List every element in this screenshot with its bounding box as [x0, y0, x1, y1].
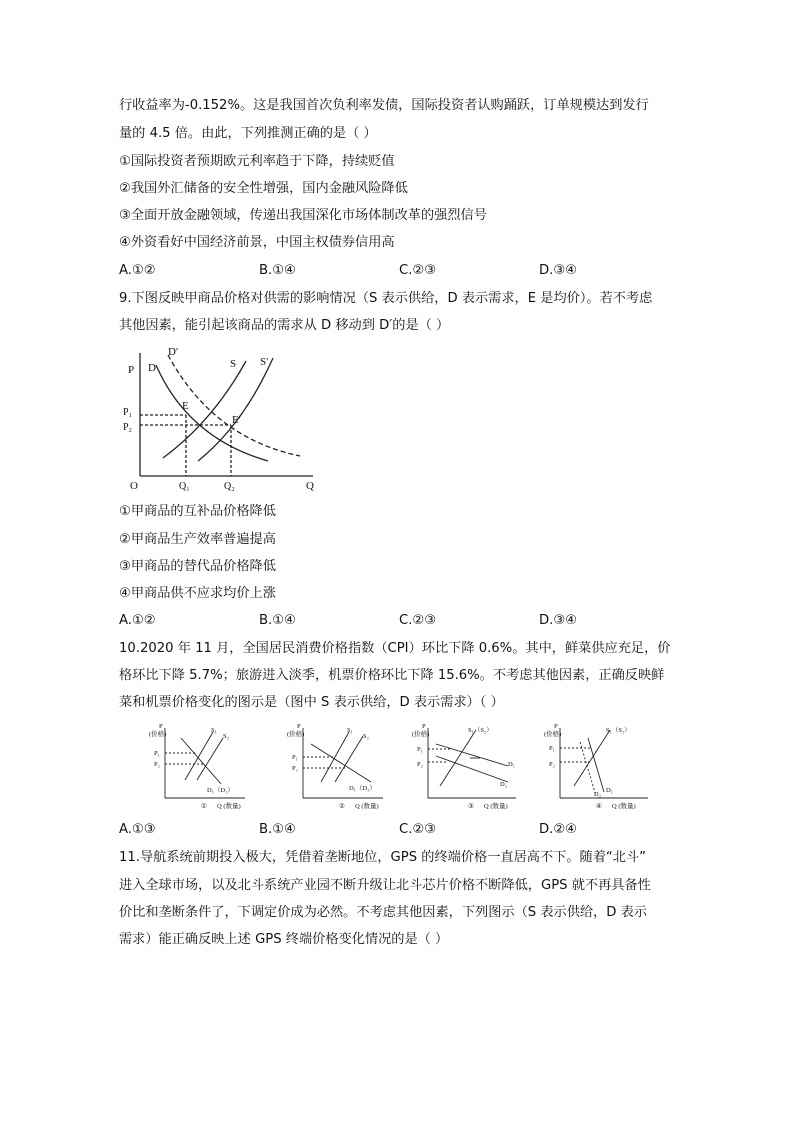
- q9-label-e: E: [182, 400, 189, 412]
- q10-p1-s1: [185, 732, 213, 780]
- q10-p2-label-d: D₁（D₂）: [349, 785, 376, 792]
- q9-stem-line2: 其他因素，能引起该商品的需求从 D 移动到 D′的是（ ）: [119, 318, 450, 333]
- q8-option-b[interactable]: B.①④: [259, 263, 296, 278]
- q10-p2-label-p1: P₁: [292, 754, 298, 761]
- q9-item-4: ④甲商品供不应求均价上涨: [119, 586, 276, 601]
- q10-p3-label-s: S₁（S₂）: [468, 727, 493, 734]
- q10-p2-label-s2: S₂: [363, 733, 369, 740]
- q9-option-a[interactable]: A.①②: [119, 613, 156, 628]
- q9-label-q2: Q₂: [224, 481, 235, 492]
- q11-stem-line1: 11.导航系统前期投入极大，凭借着垄断地位，GPS 的终端价格一直居高不下。随着“北斗”: [119, 850, 646, 865]
- q10-p4-d1: [588, 738, 604, 792]
- q8-stem-line1: 行收益率为-0.152%。这是我国首次负利率发债，国际投资者认购踊跃，订单规模达到发行: [119, 98, 649, 113]
- q9-stem-line1: 9.下图反映甲商品价格对供需的影响情况（S 表示供给，D 表示需求，E 是均价）。若不考虑: [119, 291, 653, 306]
- q10-p3-d1: [436, 744, 508, 766]
- q10-p4-label-s: S₁（S₂）: [606, 727, 631, 734]
- q10-p1-label-s1: S₁: [211, 727, 217, 734]
- q10-p2-label-p: P: [297, 723, 301, 730]
- q8-item-4: ④外资看好中国经济前景，中国主权债券信用高: [119, 235, 395, 250]
- q11-stem-line2: 进入全球市场，以及北斗系统产业园不断升级让北斗芯片价格不断降低，GPS 就不再具备性: [119, 878, 651, 893]
- q10-p4-label-num: ④: [596, 803, 602, 810]
- q10-p1-label-unit: (价格): [149, 731, 167, 738]
- q9-label-p: P: [128, 364, 135, 376]
- q8-stem-line2: 量的 4.5 倍。由此，下列推测正确的是（ ）: [119, 126, 377, 141]
- q10-p3-label-q: Q (数量): [484, 803, 508, 810]
- q9-label-e2: E′: [232, 414, 242, 426]
- q10-panel-3: [408, 720, 528, 812]
- q10-p1-label-p: P: [159, 723, 163, 730]
- q10-p4-label-p2: P₂: [549, 761, 555, 768]
- q10-option-c[interactable]: C.②③: [399, 822, 437, 837]
- q10-p3-label-d2: D₂: [500, 781, 507, 788]
- q9-label-p2: P₂: [123, 422, 133, 433]
- q10-p2-label-unit: (价格): [287, 731, 305, 738]
- q11-stem-line4: 需求）能正确反映上述 GPS 终端价格变化情况的是（ ）: [119, 932, 449, 947]
- q9-option-c[interactable]: C.②③: [399, 613, 437, 628]
- q8-option-d[interactable]: D.③④: [539, 263, 577, 278]
- q8-option-a[interactable]: A.①②: [119, 263, 156, 278]
- q10-p4-label-p1: P₁: [549, 745, 555, 752]
- q10-p3-label-p1: P₁: [417, 746, 423, 753]
- q10-p1-label-num: ①: [201, 803, 207, 810]
- q9-label-s2: S′: [260, 356, 269, 368]
- q10-panel-4: [540, 720, 660, 812]
- q10-p3-label-d1: D₁: [508, 761, 515, 768]
- q10-p3-label-unit: (价格): [412, 731, 430, 738]
- q10-p3-d2: [436, 756, 508, 782]
- q8-option-c[interactable]: C.②③: [399, 263, 437, 278]
- q10-p4-label-d1: D₁: [606, 787, 613, 794]
- q10-p4-label-d2: D₂: [594, 791, 601, 798]
- q10-p3-label-num: ③: [468, 803, 474, 810]
- q10-option-d[interactable]: D.②④: [539, 822, 577, 837]
- q9-option-d[interactable]: D.③④: [539, 613, 577, 628]
- q10-option-a[interactable]: A.①③: [119, 822, 156, 837]
- q9-label-d: D: [148, 362, 156, 374]
- q10-p4-label-unit: (价格): [544, 731, 562, 738]
- q9-supply-demand-figure: [118, 343, 323, 495]
- q9-supply-curve-s: [163, 361, 246, 458]
- q9-item-3: ③甲商品的替代品价格降低: [119, 559, 276, 574]
- q10-p4-d2: [580, 742, 596, 796]
- q10-p2-label-s1: S₁: [347, 727, 353, 734]
- q10-option-b[interactable]: B.①④: [259, 822, 296, 837]
- q9-item-1: ①甲商品的互补品价格降低: [119, 504, 276, 519]
- q9-label-o: O: [130, 480, 138, 492]
- q9-label-d2: D′: [168, 346, 179, 358]
- q9-label-q: Q: [306, 480, 314, 492]
- q11-stem-line3: 价比和垄断条件了，下调定价成为必然。不考虑其他因素，下列图示（S 表示供给，D 表示: [119, 905, 648, 920]
- q10-stem-line2: 格环比下降 5.7%；旅游进入淡季，机票价格环比下降 15.6%。不考虑其他因素，正确反映鲜: [119, 668, 665, 683]
- q10-p2-label-p2: P₂: [292, 765, 298, 772]
- q10-p1-label-p2: P₂: [154, 761, 160, 768]
- q10-panel-1: [145, 720, 255, 812]
- q10-p1-label-q: Q (数量): [217, 803, 241, 810]
- q9-label-s: S: [230, 358, 237, 370]
- q10-p2-s1: [321, 732, 349, 782]
- q9-label-p1: P₁: [123, 407, 133, 418]
- q10-panel-2: [283, 720, 393, 812]
- q10-p2-d: [311, 744, 371, 782]
- q10-p1-label-s2: S₂: [223, 733, 229, 740]
- q10-p4-label-p: P: [554, 723, 558, 730]
- q10-p3-label-p2: P₂: [417, 761, 423, 768]
- q8-item-1: ①国际投资者预期欧元利率趋于下降，持续贬值: [119, 154, 395, 169]
- q10-p1-label-p1: P₁: [154, 750, 160, 757]
- q9-label-q1: Q₁: [179, 481, 190, 492]
- q10-p2-s2: [335, 736, 363, 782]
- q9-item-2: ②甲商品生产效率普遍提高: [119, 532, 276, 547]
- q9-option-b[interactable]: B.①④: [259, 613, 296, 628]
- q10-p2-label-q: Q (数量): [355, 803, 379, 810]
- q10-stem-line1: 10.2020 年 11 月，全国居民消费价格指数（CPI）环比下降 0.6%。其中，鲜菜供应充足，价: [119, 641, 671, 656]
- q8-item-2: ②我国外汇储备的安全性增强，国内金融风险降低: [119, 181, 408, 196]
- q10-p3-label-p: P: [422, 723, 426, 730]
- q10-p4-label-q: Q (数量): [612, 803, 636, 810]
- q10-stem-line3: 菜和机票价格变化的图示是（图中 S 表示供给，D 表示需求）（ ）: [119, 695, 504, 710]
- q10-p1-s2: [197, 738, 223, 780]
- q10-p1-label-d: D₁（D₂）: [207, 787, 234, 794]
- q8-item-3: ③全面开放金融领域，传递出我国深化市场体制改革的强烈信号: [119, 208, 487, 223]
- q10-p4-s: [574, 730, 610, 786]
- q10-p2-label-num: ②: [339, 803, 345, 810]
